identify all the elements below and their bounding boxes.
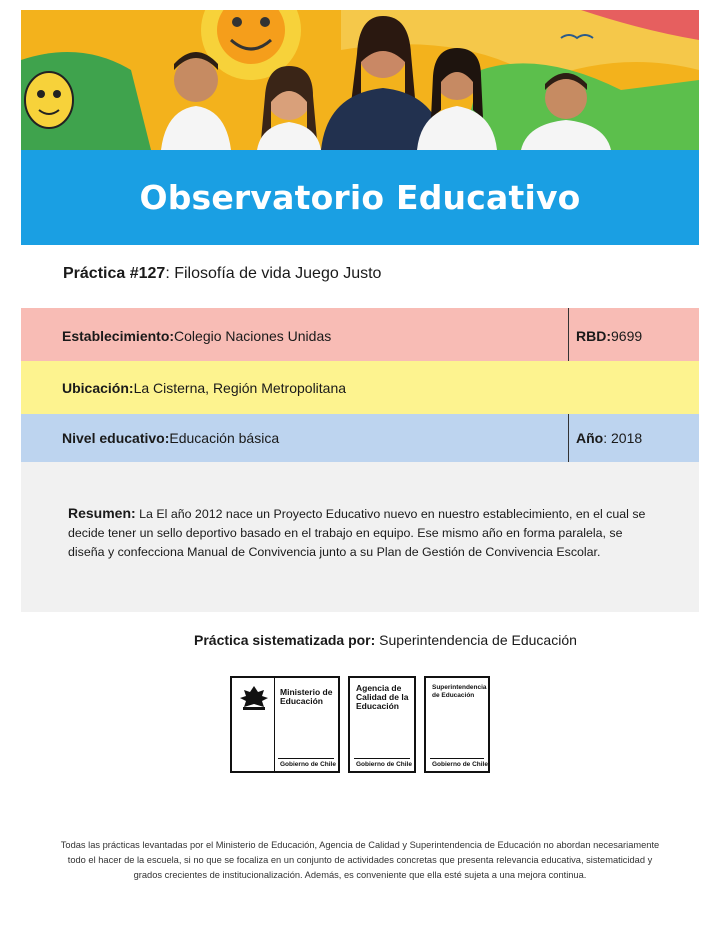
summary-box <box>21 462 699 612</box>
nivel-row <box>21 414 699 462</box>
coat-of-arms-icon <box>237 684 271 712</box>
ubicacion-label: Ubicación: <box>62 379 134 396</box>
rbd-value: 9699 <box>611 328 643 344</box>
hero-photo <box>21 10 699 150</box>
nivel-cell <box>21 414 568 462</box>
summary-text: La El año 2012 nace un Proyecto Educativo nuevo en nuestro establecimiento, en el cual se decide tener un sello deportivo basado en el trabajo en equipo. Ese mismo año en forma paralela, se diseña y confecciona Manual de Convivencia junto a su Plan de Gestión de Convivencia Escolar. <box>68 507 646 559</box>
systematized-value: Superintendencia de Educación <box>375 632 577 648</box>
establecimiento-row <box>21 308 699 361</box>
summary-label: Resumen: <box>68 505 136 521</box>
systematized-by <box>194 632 577 648</box>
title-banner <box>21 150 699 245</box>
rbd-cell <box>568 308 699 361</box>
nivel-value: Educación básica <box>169 430 280 446</box>
nivel-label: Nivel educativo: <box>62 430 170 446</box>
logo-superintendencia-title: Superintendencia de Educación <box>432 684 487 699</box>
logo-agencia-title: Agencia de Calidad de la Educación <box>356 683 409 711</box>
summary-paragraph <box>68 504 658 562</box>
ubicacion-cell <box>21 361 699 414</box>
anio-cell <box>568 414 699 462</box>
logo-ministerio <box>230 676 340 773</box>
page-title: Observatorio Educativo <box>139 178 581 217</box>
ubicacion-row <box>21 361 699 414</box>
logo-agencia-footer: Gobierno de Chile <box>356 761 412 768</box>
logo-ministerio-footer: Gobierno de Chile <box>280 761 336 768</box>
anio-value: : 2018 <box>603 430 643 446</box>
logo-agencia <box>348 676 416 773</box>
systematized-label: Práctica sistematizada por: <box>194 632 376 648</box>
footer-disclaimer: Todas las prácticas levantadas por el Ministerio de Educación, Agencia de Calidad y Superintendencia de Educación no abordan necesariamente todo el hacer de la escuela, si no que se focaliza en un conjunto de actividades concretas que presenta relevancia educativa, sistematicidad y grados crecientes de institucionalización. Además, es conveniente que ella esté sujeta a una mejora continua. <box>60 840 660 880</box>
logo-superintendencia <box>424 676 490 773</box>
practice-number: Práctica #127 <box>63 265 166 282</box>
anio-label: Año <box>576 430 604 446</box>
rbd-label: RBD: <box>576 328 611 344</box>
ubicacion-value: La Cisterna, Región Metropolitana <box>133 379 347 396</box>
establecimiento-label: Establecimiento: <box>62 328 175 344</box>
establecimiento-value: Colegio Naciones Unidas <box>174 328 332 344</box>
establecimiento-cell <box>21 308 568 361</box>
logo-superintendencia-footer: Gobierno de Chile <box>432 761 488 768</box>
logo-ministerio-title: Ministerio de Educación <box>280 687 333 706</box>
practice-heading <box>63 265 381 283</box>
practice-name: : Filosofía de vida Juego Justo <box>165 265 382 282</box>
